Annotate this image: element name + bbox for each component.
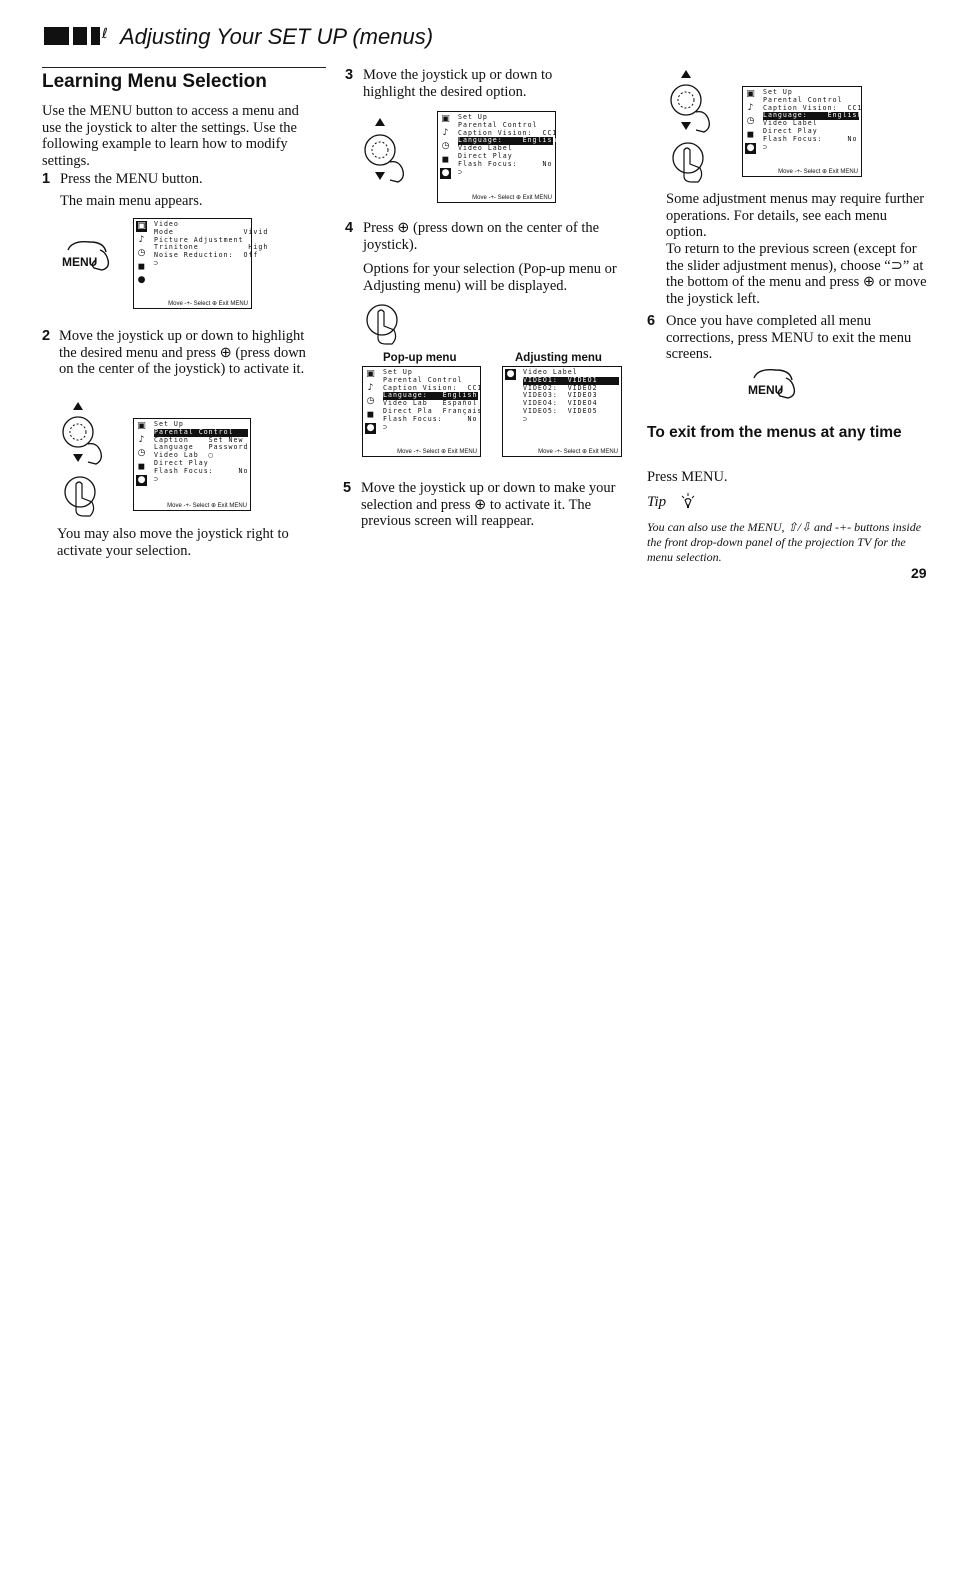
menu-label: MENU [748,383,784,397]
setup-icon: ● [441,168,450,178]
menu-line: Language Password [154,443,249,452]
audio-icon: ♪ [747,102,754,113]
step-3-number: 3 [345,67,354,83]
step-2-number: 2 [42,328,51,344]
menu-footer: Move -+- Select ⊕ Exit MENU [778,169,858,175]
menu-lines [154,421,248,483]
menu-side-icons [136,421,150,489]
menu-line: Parental Control [383,375,463,384]
step-5-text: Move the joystick up or down to make your selection and press ⊕ to activate it. The previous screen will reappear. [361,480,616,529]
joystick-press-icon [670,140,710,186]
menu-side-icons [745,89,759,157]
menu-line: Flash Focus: No [458,159,553,168]
section-title: Learning Menu Selection [42,71,267,92]
step-2-text: Move the joystick up or down to highlight the desired menu and press ⊕ (press down on the center of the joystick) to activate it. [59,328,306,377]
menu-footer: Move -+- Select ⊕ Exit MENU [472,195,552,201]
timer-icon: ◷ [441,141,450,151]
menu-line: Video Label [523,368,578,376]
menu-lines [383,368,483,431]
menu-line: Parental Control [763,95,843,104]
menu-line-highlighted: VIDEO1: VIDEO1 [523,377,619,385]
exit-text: Press MENU. [647,469,728,485]
step-1-subtext: The main menu appears. [60,193,203,209]
menu-line: Caption Vision: CC1 [458,128,558,137]
channel-icon: ◼ [746,129,755,140]
audio-icon: ♪ [442,127,449,138]
menu-line: Set Up [763,88,793,96]
setup-menu-screen [437,111,556,203]
main-menu-screen [133,218,269,309]
menu-line: Caption Set New [154,435,244,444]
menu-side-icons [365,369,379,437]
video-icon: ▣ [366,369,375,379]
menu-line: ⊃ [154,258,159,267]
menu-line: Flash Focus: No [154,466,249,475]
setup-icon: ● [137,275,146,285]
menu-line: Set Up [154,420,184,428]
audio-icon: ♪ [138,234,145,245]
menu-line: Flash Focus: No [383,414,478,423]
menu-line: ⊃ [458,167,463,176]
setup-icon: ● [746,143,755,153]
video-icon: ▣ [137,421,146,431]
header-block-icon [73,27,87,45]
setup-icon: ● [506,369,515,379]
setup-menu-screen [742,86,862,177]
header-hand-icon: ℓ [102,26,108,42]
header-block-icon [91,27,100,45]
col3-paragraph-1: Some adjustment menus may require further operations. For details, see each menu option. [666,191,925,240]
timer-icon: ◷ [137,248,146,258]
page-title: Adjusting Your SET UP (menus) [120,24,434,49]
joystick-press-icon [364,302,404,348]
step-6-text: Once you have completed all menu corrections, press MENU to exit the menu screens. [666,313,912,362]
menu-line: ⊃ [763,142,768,151]
channel-icon: ◼ [137,461,146,472]
popup-menu-label: Pop-up menu [383,352,457,364]
channel-icon: ◼ [441,154,450,165]
joystick-press-icon [62,474,102,520]
menu-line-highlighted: Language: English [763,111,863,120]
menu-line: VIDEO3: VIDEO3 [523,391,598,400]
step-1-number: 1 [42,171,51,187]
menu-line: Direct Play [154,458,209,467]
menu-line: VIDEO4: VIDEO4 [523,399,598,408]
step-4-text: Press ⊕ (press down on the center of the joystick). [363,220,600,253]
intro-paragraph: Use the MENU button to access a menu and use the joystick to alter the settings. Use the following example to learn how to modify settings. [42,103,299,169]
menu-line: Video Lab Español [383,399,478,408]
menu-line: Mode Vivid [154,227,269,236]
setup-menu-screen [133,418,251,511]
section-rule [42,67,326,68]
menu-side-icons [440,114,454,182]
menu-line: Set Up [383,368,413,376]
menu-footer: Move -+- Select ⊕ Exit MENU [168,301,248,307]
menu-lines [523,369,619,424]
step-6-number: 6 [647,313,656,329]
menu-line: VIDEO2: VIDEO2 [523,383,598,392]
exit-section-title: To exit from the menus at any time [647,424,902,441]
audio-icon: ♪ [138,434,145,445]
menu-footer: Move -+- Select ⊕ Exit MENU [397,449,477,455]
menu-footer: Move -+- Select ⊕ Exit MENU [538,449,618,455]
col3-paragraph-2: To return to the previous screen (except for the slider adjustment menus), choose “⊃” at the bottom of the menu and press ⊕ or move the joystick left. [666,241,927,307]
menu-line: Picture Adjustment [154,235,244,244]
menu-line-highlighted: Language: English [383,391,478,400]
menu-line: Caption Vision: CC1 [383,383,483,392]
timer-icon: ◷ [137,448,146,458]
timer-icon: ◷ [366,396,375,406]
menu-line: Caption Vision: CC1 [763,103,863,112]
menu-line: Parental Control [458,120,538,129]
joystick-updown-icon [668,70,720,136]
joystick-updown-icon [362,118,412,186]
menu-line: Video Label [763,119,818,128]
step-1-text: Press the MENU button. [60,171,203,187]
audio-icon: ♪ [367,382,374,393]
step-2-note: You may also move the joystick right to activate your selection. [57,526,289,559]
menu-line: Set Up [458,113,488,121]
menu-line: ⊃ [383,422,388,431]
menu-lines [154,220,269,268]
menu-line-highlighted: Language: English [458,136,558,145]
menu-lines [763,88,863,151]
popup-menu-screen [362,366,481,457]
video-icon: ▣ [137,221,146,231]
step-4-subtext: Options for your selection (Pop-up menu or Adjusting menu) will be displayed. [363,261,617,294]
setup-icon: ● [366,423,375,433]
step-4-number: 4 [345,220,354,236]
menu-line: VIDEO5: VIDEO5 [523,406,598,415]
step-5-number: 5 [343,480,352,496]
menu-line: ⊃ [154,474,159,483]
menu-line: Direct Pla Français [383,406,483,415]
lightbulb-icon [681,493,695,514]
menu-label: MENU [62,255,98,269]
menu-line: Video [154,220,179,228]
menu-line: Video Lab ▢ [154,451,214,460]
menu-line: Direct Play [458,151,513,160]
channel-icon: ◼ [366,409,375,420]
header-block-icon [44,27,69,45]
menu-line: Trinitone High [154,243,269,252]
tip-text: You can also use the MENU, ⇧/⇩ and -+- buttons inside the front drop-down panel of the projection TV for the menu selection. [647,520,922,564]
adjusting-menu-label: Adjusting menu [515,352,602,364]
tip-label: Tip [647,494,667,510]
menu-side-icons [136,221,150,289]
menu-line-highlighted: Parental Control [154,429,248,437]
menu-footer: Move -+- Select ⊕ Exit MENU [167,503,247,509]
video-icon: ▣ [746,89,755,99]
channel-icon: ◼ [137,261,146,272]
timer-icon: ◷ [746,116,755,126]
video-icon: ▣ [441,114,450,124]
setup-icon: ● [137,475,146,485]
menu-line: Noise Reduction: Off [154,251,259,260]
adjusting-menu-screen [502,366,622,457]
step-3-text: Move the joystick up or down to highlight the desired option. [363,67,553,100]
menu-line: Direct Play [763,126,818,135]
page-number: 29 [911,565,927,581]
menu-side-icons [505,369,519,383]
joystick-updown-icon [60,402,110,468]
menu-line: ⊃ [523,414,528,423]
menu-lines [458,113,558,176]
menu-line: Flash Focus: No [763,134,858,143]
menu-line: Video Label [458,144,513,153]
